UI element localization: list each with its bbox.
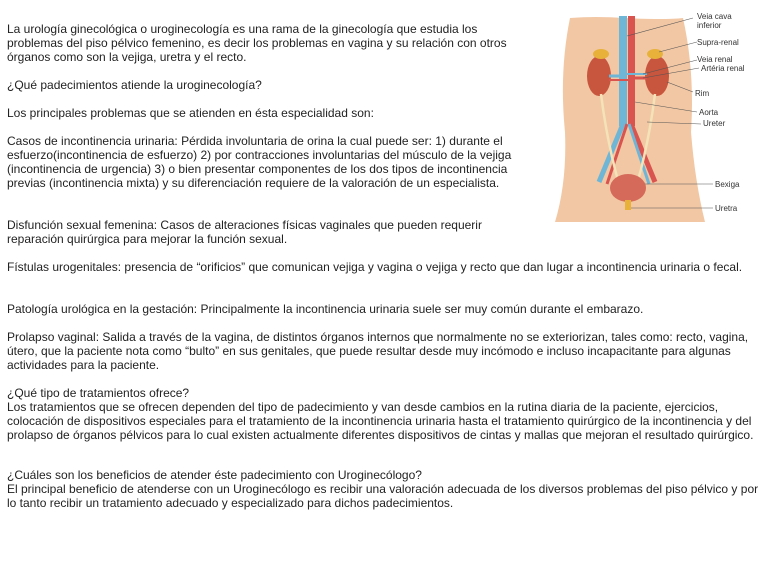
label-vena-cava: Veia cava: [697, 12, 732, 21]
label-rim: Rim: [695, 89, 710, 98]
adrenal-right: [647, 49, 663, 59]
intro-paragraph: La urología ginecológica o uroginecología es una rama de la ginecología que estudia los problemas del piso pélvico femenino, es decir los problemas en vagina y su relación con otros órganos como son la vejiga, uretra y el recto.: [7, 22, 507, 64]
question-padecimientos: ¿Qué padecimientos atiende la uroginecología?: [7, 78, 262, 92]
label-aorta: Aorta: [699, 108, 719, 117]
urinary-anatomy-svg: [555, 12, 755, 222]
kidney-left: [587, 56, 611, 96]
kidney-right: [645, 56, 669, 96]
sexual-dysfunction-paragraph: Disfunción sexual femenina: Casos de alteraciones físicas vaginales que pueden requerir reparación quirúrgica para mejorar la función sexual.: [7, 218, 482, 246]
bladder: [610, 174, 646, 202]
label-vena-renal: Veia renal: [697, 55, 733, 64]
label-ureter: Ureter: [703, 119, 726, 128]
label-bexiga: Bexiga: [715, 180, 740, 189]
incontinence-paragraph: Casos de incontinencia urinaria: Pérdida involuntaria de orina la cual puede ser: 1) durante el esfuerzo(incontinencia de esfuerzo) 2) por contracciones involuntarias del músculo de la vejiga (incontinencia de urgencia) 3) o bien presentar componentes de los dos tipos de incontinencia previas (incontinencia mixta) y su diferenciación requiere de la valoración de un especialista.: [7, 134, 512, 190]
question-tratamientos: ¿Qué tipo de tratamientos ofrece?: [7, 386, 190, 400]
treatments-paragraph: Los tratamientos que se ofrecen dependen del tipo de padecimiento y van desde cambios en la rutina diaria de la paciente, ejercicios, colocación de dispositivos especiales para el tratamiento de la incontinencia urinaria hasta el tratamiento quirúrgico de la incontinencia y del prolapso de órganos pélvicos para lo cual existen actualmente diferentes dispositivos de cintas y mallas que mejoran el resultado quirúrgico.: [7, 400, 754, 442]
label-suprarenal: Supra-renal: [697, 38, 739, 47]
main-problems-paragraph: Los principales problemas que se atienden en ésta especialidad son:: [7, 106, 374, 120]
prolapse-paragraph: Prolapso vaginal: Salida a través de la vagina, de distintos órganos internos que normalmente no se exteriorizan, tales como: recto, vagina, útero, que la paciente nota como “bulto” en sus genitales, que puede resultar desde muy incómodo e incluso incapacitante para algunas actividades para la paciente.: [7, 330, 749, 372]
pregnancy-paragraph: Patología urológica en la gestación: Principalmente la incontinencia urinaria suele ser muy común durante el embarazo.: [7, 302, 644, 316]
question-beneficios: ¿Cuáles son los beneficios de atender éste padecimiento con Uroginecólogo?: [7, 468, 422, 482]
adrenal-left: [593, 49, 609, 59]
label-arteria-renal: Artéria renal: [701, 64, 745, 73]
label-uretra: Uretra: [715, 204, 738, 213]
urethra: [625, 200, 631, 210]
fistulas-paragraph: Fístulas urogenitales: presencia de “orificios” que comunican vejiga y vagina o vejiga y recto que dan lugar a incontinencia urinaria o fecal.: [7, 260, 743, 274]
aorta: [628, 16, 635, 126]
urinary-system-illustration: [555, 12, 755, 222]
label-vena-cava-inferior: inferior: [697, 21, 722, 30]
benefits-paragraph: El principal beneficio de atenderse con un Uroginecólogo es recibir una valoración adecuada de los diversos problemas del piso pélvico y por lo tanto recibir un tratamiento adecuado y especializado para dichos padecimientos.: [7, 482, 759, 510]
vena-cava: [619, 16, 627, 126]
